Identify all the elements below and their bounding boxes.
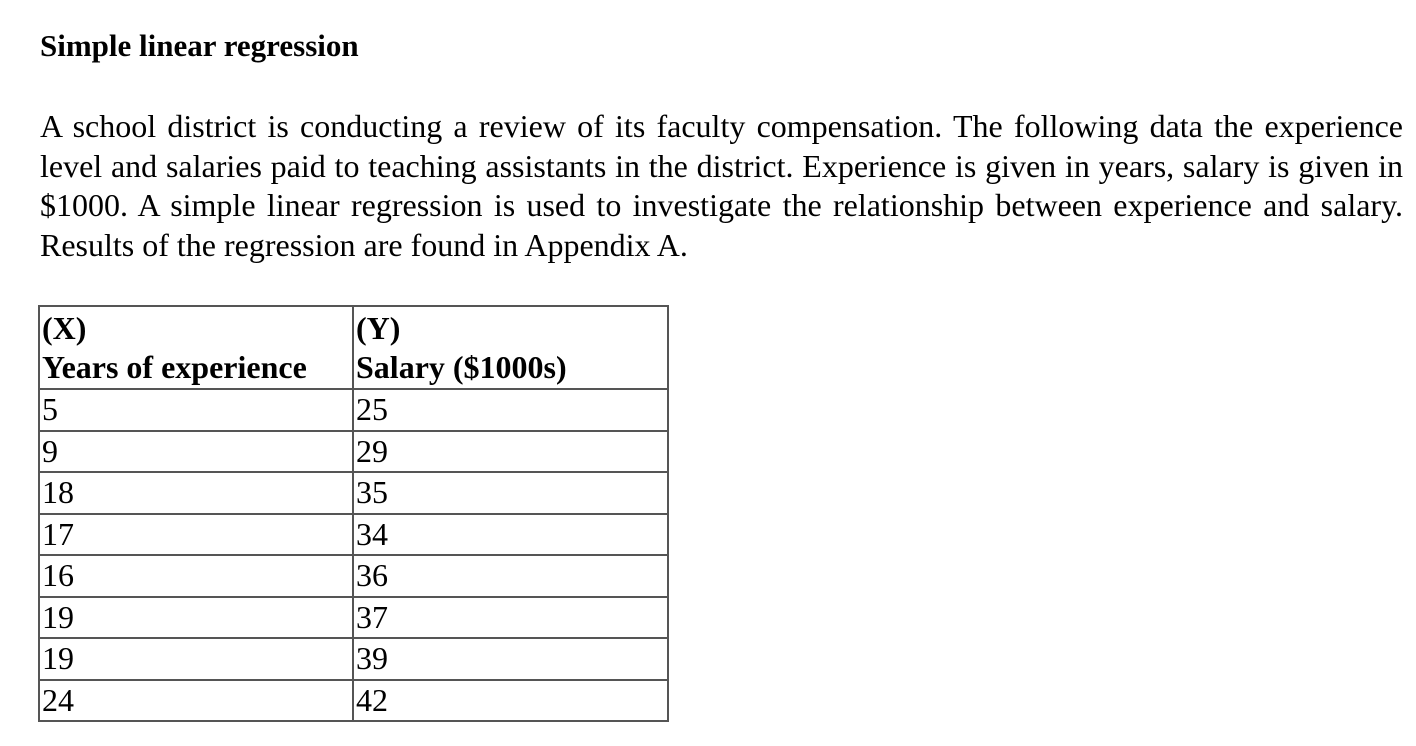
- header-x: [39, 306, 353, 389]
- section-title: Simple linear regression: [40, 28, 359, 63]
- header-y-label: Salary ($1000s): [356, 349, 567, 385]
- experience-cell: 9: [39, 431, 353, 473]
- header-y-var: (Y): [356, 310, 401, 346]
- header-x-label: Years of experience: [42, 349, 307, 385]
- table-row: [39, 472, 668, 514]
- salary-cell: 35: [353, 472, 668, 514]
- salary-cell: 25: [353, 389, 668, 431]
- salary-cell: 39: [353, 638, 668, 680]
- salary-cell: 34: [353, 514, 668, 556]
- header-x-var: (X): [42, 310, 87, 346]
- salary-cell: 36: [353, 555, 668, 597]
- experience-cell: 24: [39, 680, 353, 722]
- table-row: [39, 680, 668, 722]
- table-row: [39, 555, 668, 597]
- salary-cell: 37: [353, 597, 668, 639]
- table-row: [39, 514, 668, 556]
- table-row: [39, 638, 668, 680]
- header-y: [353, 306, 668, 389]
- table-header-row: [39, 306, 668, 389]
- table-row: [39, 597, 668, 639]
- table-row: [39, 389, 668, 431]
- experience-cell: 5: [39, 389, 353, 431]
- experience-cell: 17: [39, 514, 353, 556]
- experience-cell: 16: [39, 555, 353, 597]
- salary-cell: 42: [353, 680, 668, 722]
- salary-cell: 29: [353, 431, 668, 473]
- data-table: [38, 305, 669, 722]
- experience-cell: 18: [39, 472, 353, 514]
- experience-cell: 19: [39, 638, 353, 680]
- table-row: [39, 431, 668, 473]
- experience-cell: 19: [39, 597, 353, 639]
- intro-paragraph: A school district is conducting a review of its faculty compensation. The following data the experience level and salaries paid to teaching assistants in the district. Experience is given in years, salary is given in $1000. A simple linear regression is used to investigate the relationship between experience and salary. Results of the regression are found in Appendix A.: [40, 108, 1403, 263]
